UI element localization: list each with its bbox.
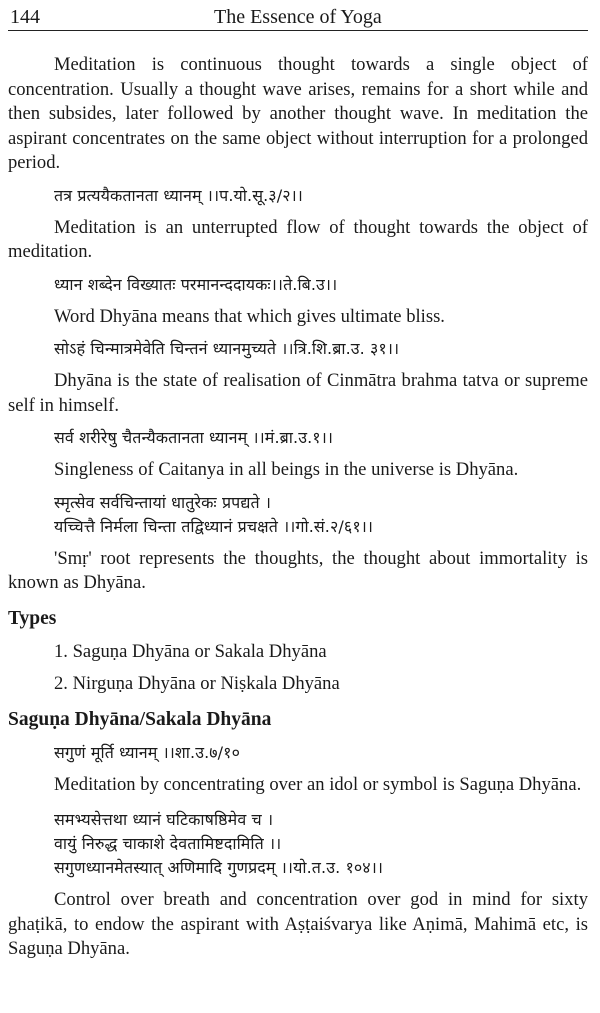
paragraph: Meditation by concentrating over an idol or symbol is Saguṇa Dhyāna.: [54, 773, 582, 795]
sanskrit-verse: ध्यान शब्देन विख्यातः परमानन्ददायकः।।ते.बि.उ।।: [54, 274, 338, 294]
sanskrit-verse: तत्र प्रत्ययैकतानता ध्यानम् ।।प.यो.सू.३/२।।: [54, 185, 303, 205]
sanskrit-verse: सोऽहं चिन्मात्रमेवेति चिन्तनं ध्यानमुच्यते ।।त्रि.शि.ब्रा.उ. ३१।।: [54, 339, 400, 358]
page-number: 144: [10, 6, 40, 28]
paragraph: Dhyāna is the state of realisation of Cinmātra brahma tatva or supreme self in himself.: [8, 370, 588, 416]
section-heading-saguna: Saguṇa Dhyāna/Sakala Dhyāna: [8, 708, 272, 730]
sanskrit-verse: सगुणं मूर्ति ध्यानम् ।।शा.उ.७/१०: [54, 742, 241, 762]
page-header: [8, 6, 588, 31]
sanskrit-verse: सर्व शरीरेषु चैतन्यैकतानता ध्यानम् ।।मं.ब्रा.उ.१।।: [54, 428, 334, 447]
sanskrit-verse-line: वायुं निरुद्ध चाकाशे देवतामिष्टदामिति ।।: [54, 834, 282, 853]
paragraph: Word Dhyāna means that which gives ultimate bliss.: [54, 305, 445, 327]
sanskrit-verse-line: सगुणध्यानमेतस्यात् अणिमादि गुणप्रदम् ।।यो.त.उ. १०४।।: [54, 858, 384, 877]
sanskrit-verse-line: स्मृत्सेव सर्वचिन्तायां धातुरेकः प्रपद्यते ।: [54, 492, 272, 512]
paragraph-meditation-definition: Meditation is continuous thought towards a single object of concentration. Usually a thought wave arises, remains for a short while and then subsides, later followed by another thought wave. In meditation the aspirant concentrates on the same object without interruption for a prolonged period.: [8, 54, 588, 173]
list-item: 2. Nirguṇa Dhyāna or Niṣkala Dhyāna: [54, 673, 340, 694]
paragraph: Singleness of Caitanya in all beings in the universe is Dhyāna.: [54, 459, 519, 480]
page-content: [8, 53, 588, 962]
paragraph: Meditation is an unterrupted flow of thought towards the object of meditation.: [8, 216, 588, 262]
section-heading-types: Types: [8, 607, 57, 629]
sanskrit-verse-line: यच्चित्तै निर्मला चिन्ता तद्विध्यानं प्रचक्षते ।।गो.सं.२/६१।।: [54, 516, 374, 536]
list-item: 1. Saguṇa Dhyāna or Sakala Dhyāna: [54, 640, 327, 662]
sanskrit-verse-line: समभ्यसेत्तथा ध्यानं घटिकाषष्ठिमेव च ।: [54, 810, 274, 829]
running-title: The Essence of Yoga: [214, 6, 382, 28]
paragraph: Control over breath and concentration over god in mind for sixty ghaṭikā, to endow the aspirant with Aṣṭaiśvarya like Aṇimā, Mahimā etc, is Saguṇa Dhyāna.: [8, 889, 588, 959]
paragraph: 'Smṛ' root represents the thoughts, the thought about immortality is known as Dhyāna.: [8, 547, 588, 593]
